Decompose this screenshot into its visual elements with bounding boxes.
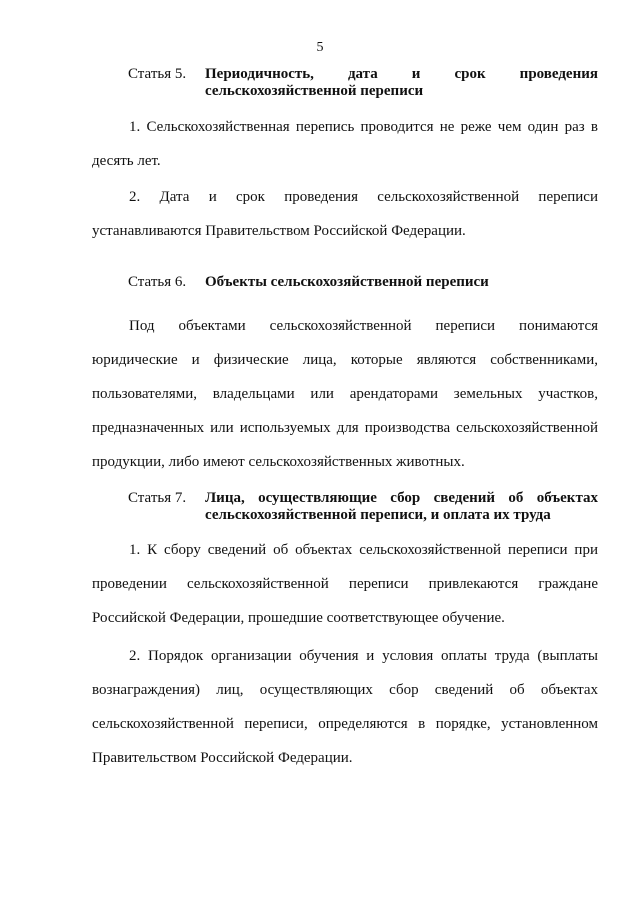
article-5-title: Периодичность, дата и срок проведения сельскохозяйственной переписи bbox=[205, 66, 598, 99]
article-6-paragraph-1: Под объектами сельскохозяйственной переписи понимаются юридические и физические лица, которые являются собственниками, пользователями, владельцами или арендаторами земельных участков, предназначенных или используемых для производства сельскохозяйственной продукции, либо имеют сельскохозяйственных животных. bbox=[92, 318, 598, 470]
article-7-title: Лица, осуществляющие сбор сведений об объектах сельскохозяйственной переписи, и оплата их труда bbox=[205, 490, 598, 523]
article-5-paragraph-2: 2. Дата и срок проведения сельскохозяйственной переписи устанавливаются Правительством Российской Федерации. bbox=[92, 189, 598, 239]
article-6-title: Объекты сельскохозяйственной переписи bbox=[205, 274, 489, 290]
article-5-heading bbox=[128, 66, 598, 100]
article-7-paragraph-1: 1. К сбору сведений об объектах сельскохозяйственной переписи при проведении сельскохозяйственной переписи привлекаются граждане Российской Федерации, прошедшие соответствующее обучение. bbox=[92, 542, 598, 626]
article-5-number: Статья 5. bbox=[128, 66, 187, 82]
article-6-heading bbox=[128, 274, 598, 291]
article-5-paragraph-1: 1. Сельскохозяйственная перепись проводится не реже чем один раз в десять лет. bbox=[92, 119, 598, 169]
page-number: 5 bbox=[316, 40, 324, 55]
article-7-heading bbox=[128, 490, 598, 524]
article-7-paragraph-2: 2. Порядок организации обучения и условия оплаты труда (выплаты вознаграждения) лиц, осуществляющих сбор сведений об объектах сельскохозяйственной переписи, определяются в порядке, установленном Правительством Российской Федерации. bbox=[92, 648, 598, 766]
article-6-number: Статья 6. bbox=[128, 274, 187, 290]
article-7-number: Статья 7. bbox=[128, 490, 187, 506]
